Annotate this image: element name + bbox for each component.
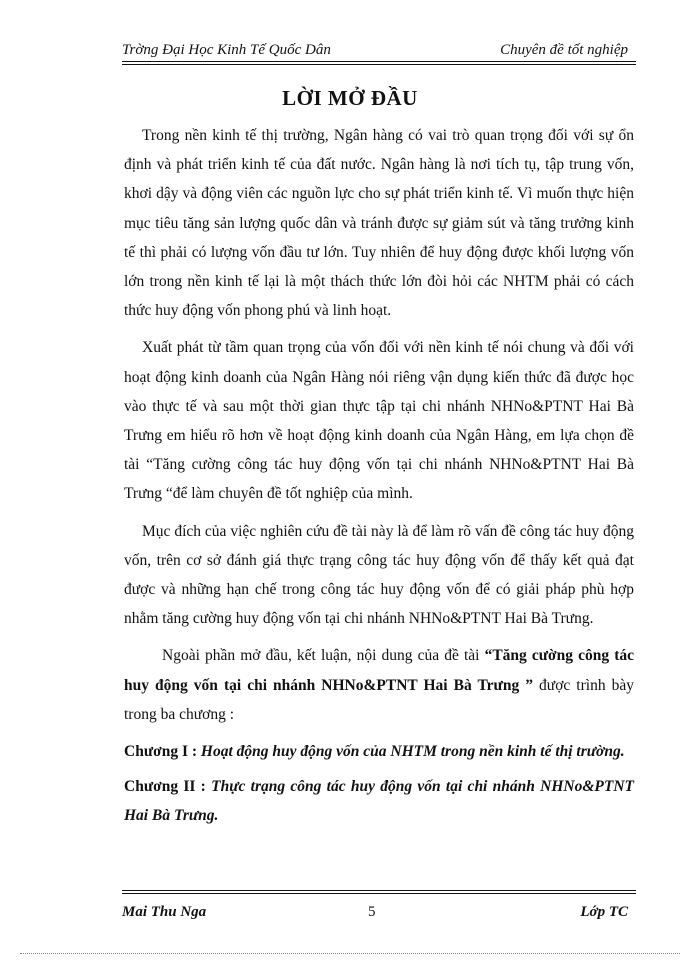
page-title: LỜI MỞ ĐẦU [282,86,418,110]
chapter-1-title: Hoạt động huy động vốn của NHTM trong nền kinh tế thị trường. [200,743,625,761]
footer-class: Lớp TC [580,904,628,920]
page-break-line [20,953,680,954]
document-body [124,121,634,837]
header-school: Trờng Đại Học Kinh Tế Quốc Dân [122,42,331,58]
paragraph-3: Mục đích của việc nghiên cứu đề tài này là để làm rõ vấn đề công tác huy động vốn, trên cơ sở đánh giá thực trạng công tác huy động vốn để thấy kết quả đạt được và những hạn chế trong công tác huy động vốn để có giải pháp phù hợp nhằm tăng cường huy động vốn tại chi nhánh NHNo&PTNT Hai Bà Trưng. [124,522,634,628]
chapter-1-label: Chương I [124,743,188,761]
paragraph-4-topic: “Tăng cường công tác huy động vốn tại chi nhánh NHNo&PTNT Hai Bà Trưng ” [124,647,634,694]
page-number: 5 [368,904,376,920]
header-doc-type: Chuyên đề tốt nghiệp [500,42,628,58]
paragraph-4-outro: được trình bày trong ba chương : [124,676,634,723]
footer-author: Mai Thu Nga [122,904,207,920]
chapter-2-separator: : [195,778,212,796]
chapter-2-title: Thực trạng công tác huy động vốn tại chi nhánh NHNo&PTNT Hai Bà Trưng. [124,778,634,825]
header-rule-double [122,64,636,65]
chapter-1 [124,737,634,766]
paragraph-1: Trong nền kinh tế thị trường, Ngân hàng có vai trò quan trọng đối với sự ổn định và phát triển kinh tế của đất nước. Ngân hàng là nơi tích tụ, tập trung vốn, khơi dậy và động viên các nguồn lực cho sự phát triển kinh tế. Vì muốn thực hiện mục tiêu tăng sản lượng quốc dân và tránh được sự giảm sút và tăng trưởng kinh tế thì phải có lượng vốn đầu tư lớn. Tuy nhiên để huy động được khối lượng vốn lớn trong nền kinh tế lại là một thách thức lớn đòi hỏi các NHTM phải có cách thức huy động vốn phong phú và linh hoạt. [124,127,634,320]
footer-rule-double [122,893,636,894]
paragraph-4-intro: Ngoài phần mở đầu, kết luận, nội dung của đề tài [162,647,485,665]
page-header [122,42,636,64]
footer-rule [122,890,636,891]
header-rule [122,61,636,62]
paragraph-4 [124,641,634,729]
page-footer [122,890,636,926]
chapter-1-separator: : [187,743,201,761]
paragraph-2: Xuất phát từ tầm quan trọng của vốn đối với nền kinh tế nói chung và đối với hoạt động kinh doanh của Ngân Hàng nói riêng vận dụng kiến thức đã được học vào thực tế và sau một thời gian thực tập tại chi nhánh NHNo&PTNT Hai Bà Trưng em hiểu rõ hơn về hoạt động kinh doanh của Ngân Hàng, em lựa chọn đề tài “Tăng cường công tác huy động vốn tại chi nhánh NHNo&PTNT Hai Bà Trưng “để làm chuyên đề tốt nghiệp của mình. [124,339,634,503]
chapter-2 [124,772,634,830]
chapter-2-label: Chương II [124,778,196,796]
